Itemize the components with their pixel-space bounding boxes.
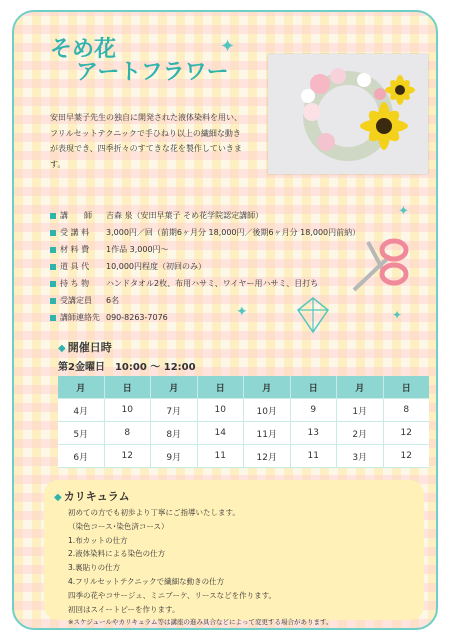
- table-cell: 11: [291, 445, 338, 468]
- info-value: 10,000円程度（初回のみ）: [106, 262, 206, 271]
- table-cell: 10: [105, 399, 152, 422]
- table-row: [58, 399, 429, 422]
- table-cell: 9: [291, 399, 338, 422]
- table-header-cell: 日: [291, 376, 338, 399]
- intro-text: 安田早葉子先生の独自に開発された液体染料を用い、フリルセットテクニックで手ひねり以上の繊細な動きが表現でき、四季折々のすてきな花を製作していきます。: [50, 113, 242, 169]
- table-header-cell: 日: [384, 376, 430, 399]
- schedule-table: [58, 376, 429, 468]
- info-label: 講 師: [60, 211, 92, 220]
- info-value: 1作品 3,000円～: [106, 245, 169, 254]
- info-label: 材 料 費: [60, 245, 90, 254]
- table-cell: 9月: [151, 445, 198, 468]
- scissors-icon: [344, 234, 414, 298]
- info-row: [50, 309, 410, 326]
- table-cell: 10月: [244, 399, 291, 422]
- table-cell: 6月: [58, 445, 105, 468]
- schedule-subtitle: 第2金曜日 10:00 ～ 12:00: [58, 362, 196, 373]
- table-cell: 10: [198, 399, 245, 422]
- curriculum-title: ◆ カリキュラム: [54, 490, 130, 503]
- page-frame: [12, 10, 438, 630]
- table-cell: 14: [198, 422, 245, 445]
- info-value: 090-8263-7076: [106, 313, 168, 322]
- table-cell: 12: [384, 422, 430, 445]
- table-row: [58, 422, 429, 445]
- table-cell: 13: [291, 422, 338, 445]
- sparkle-icon: ✦: [236, 304, 248, 320]
- curriculum-line: 四季の花やコサージュ、ミニブーケ、リースなどを作ります。: [68, 590, 276, 600]
- table-cell: 12月: [244, 445, 291, 468]
- title-line1: そめ花: [50, 37, 117, 62]
- table-header-cell: 月: [244, 376, 291, 399]
- table-header-row: [58, 376, 429, 399]
- curriculum-box: [44, 480, 424, 627]
- curriculum-lines: [68, 506, 332, 630]
- info-label: 受 講 料: [60, 228, 90, 237]
- curriculum-line: 初めての方でも初歩より丁寧にご指導いたします。: [68, 508, 240, 517]
- curriculum-line: 初回はスイートピーを作ります。: [68, 604, 180, 614]
- info-label: 道 具 代: [60, 262, 90, 271]
- curriculum-note: ※スケジュールやカリキュラム等は講座の進み具合などによって変更する場合があります。: [68, 618, 333, 627]
- schedule-title: ◆ 開催日時: [58, 341, 112, 354]
- table-row: [58, 445, 429, 468]
- info-value: 吉森 泉（安田早葉子 そめ花学院認定講師）: [106, 211, 264, 220]
- curriculum-line: 4.フリルセットテクニックで繊細な動きの仕方: [68, 576, 225, 586]
- info-value: ハンドタオル2枚、布用ハサミ、ワイヤー用ハサミ、目打ち: [106, 279, 319, 288]
- table-cell: 5月: [58, 422, 105, 445]
- table-header-cell: 月: [151, 376, 198, 399]
- info-value: 6名: [106, 296, 120, 305]
- info-label: 講師連絡先: [60, 313, 100, 322]
- sparkle-icon: ✦: [398, 204, 409, 219]
- curriculum-line: 2.液体染料による染色の仕方: [68, 549, 166, 559]
- info-row: [50, 207, 410, 224]
- wreath-photo: [268, 54, 428, 174]
- table-cell: 11月: [244, 422, 291, 445]
- table-cell: 8: [105, 422, 152, 445]
- page-title: [50, 38, 229, 84]
- info-label: 持 ち 物: [60, 279, 90, 288]
- table-header-cell: 日: [198, 376, 245, 399]
- curriculum-line: 3.裏貼りの仕方: [68, 563, 121, 573]
- sparkle-icon: ✦: [220, 36, 236, 57]
- table-cell: 8: [384, 399, 430, 422]
- table-cell: 1月: [337, 399, 384, 422]
- table-cell: 7月: [151, 399, 198, 422]
- curriculum-line: （染色コース･染色済コース）: [68, 521, 169, 531]
- table-header-cell: 日: [105, 376, 152, 399]
- info-label: 受講定員: [60, 296, 92, 305]
- title-line2: アートフラワー: [76, 60, 229, 86]
- table-cell: 4月: [58, 399, 105, 422]
- table-header-cell: 月: [337, 376, 384, 399]
- table-cell: 8月: [151, 422, 198, 445]
- curriculum-line: 1.布カットの仕方: [68, 535, 128, 545]
- diamond-icon: [296, 296, 330, 334]
- table-cell: 12: [384, 445, 430, 468]
- table-cell: 11: [198, 445, 245, 468]
- table-cell: 12: [105, 445, 152, 468]
- table-header-cell: 月: [58, 376, 105, 399]
- info-value: 3,000円／回（前期6ヶ月分 18,000円／後期6ヶ月分 18,000円前納）: [106, 228, 361, 237]
- table-cell: 3月: [337, 445, 384, 468]
- table-cell: 2月: [337, 422, 384, 445]
- sparkle-icon: ✦: [392, 308, 403, 322]
